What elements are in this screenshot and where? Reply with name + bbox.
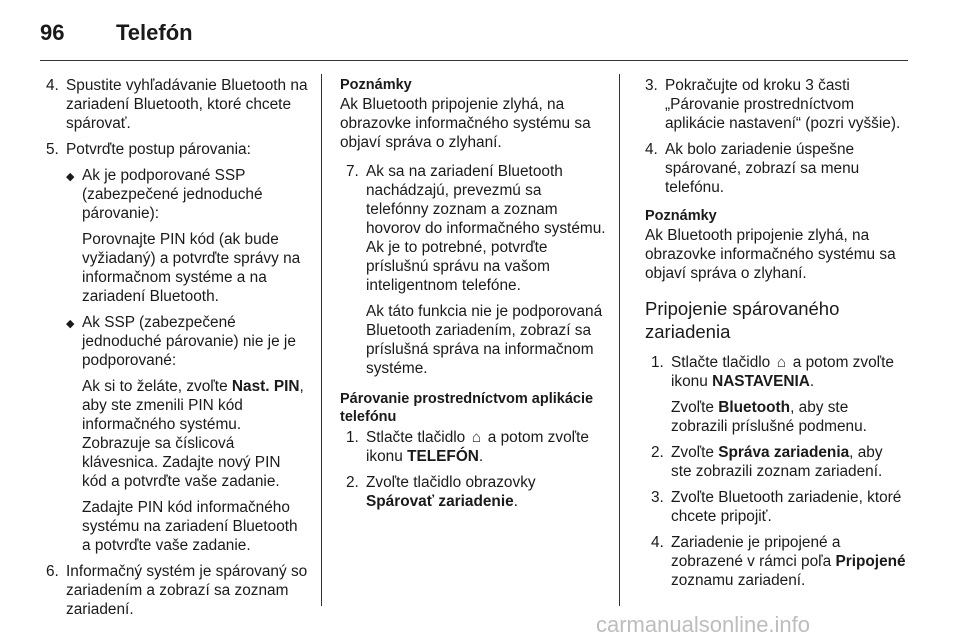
bullet-para: Zadajte PIN kód informačného systému na zariadení Bluetooth a potvrďte vaše zadanie. bbox=[82, 499, 298, 554]
note-heading: Poznámky bbox=[340, 77, 412, 93]
bullet-para: Porovnajte PIN kód (ak bude vyžiadaný) a potvrďte správy na informačnom systéme a na zariadení Bluetooth. bbox=[82, 231, 301, 305]
step-text: Pokračujte od kroku 3 časti „Párovanie prostredníctvom aplikácie nastavení“ (pozri vyššie). bbox=[665, 77, 901, 132]
step-para: Zvoľte Bluetooth, aby ste zobrazili príslušné podmenu. bbox=[671, 399, 867, 435]
list-item bbox=[346, 162, 606, 378]
step-text: Spustite vyhľadávanie Bluetooth na zariadení Bluetooth, ktoré chcete spárovať. bbox=[66, 77, 308, 132]
list-item bbox=[346, 473, 606, 511]
diamond-bullet-icon: ◆ bbox=[66, 318, 75, 330]
step-text: Zvoľte Bluetooth zariadenie, ktoré chcete pripojiť. bbox=[671, 489, 902, 525]
step-number: 2. bbox=[346, 474, 359, 491]
section-heading: Pripojenie spárovaného zariadenia bbox=[645, 298, 840, 342]
list-item bbox=[346, 428, 606, 466]
list-item bbox=[46, 140, 308, 555]
step-text: Stlačte tlačidlo ⌂ a potom zvoľte ikonu NASTAVENIA. bbox=[671, 354, 894, 390]
list-item bbox=[46, 562, 308, 619]
list-item bbox=[651, 488, 907, 526]
list-item bbox=[46, 76, 308, 133]
page-title: Telefón bbox=[116, 20, 193, 45]
step-number: 5. bbox=[46, 141, 59, 158]
page-number: 96 bbox=[40, 20, 65, 45]
step-number: 7. bbox=[346, 163, 359, 180]
step-number: 1. bbox=[651, 354, 664, 371]
step-number: 4. bbox=[651, 534, 664, 551]
note-box bbox=[340, 76, 606, 152]
step-text: Informačný systém je spárovaný so zariadením a zobrazí sa zoznam zariadení. bbox=[66, 563, 308, 618]
step-text: Stlačte tlačidlo ⌂ a potom zvoľte ikonu TELEFÓN. bbox=[366, 429, 589, 465]
column-2 bbox=[340, 76, 606, 518]
step-number: 6. bbox=[46, 563, 59, 580]
bullet-item bbox=[66, 313, 308, 555]
step-text: Potvrďte postup párovania: bbox=[66, 141, 251, 158]
list-item bbox=[645, 140, 907, 197]
diamond-bullet-icon: ◆ bbox=[66, 171, 75, 183]
step-number: 2. bbox=[651, 444, 664, 461]
list-item bbox=[651, 443, 907, 481]
watermark: carmanualsonline.info bbox=[596, 612, 811, 637]
subheading: Párovanie prostredníctvom aplikácie telefónu bbox=[340, 391, 594, 425]
step-number: 4. bbox=[46, 77, 59, 94]
step-number: 1. bbox=[346, 429, 359, 446]
list-item bbox=[651, 533, 907, 590]
bullet-text: Ak je podporované SSP (zabezpečené jednoduché párovanie): bbox=[82, 167, 263, 222]
step-text: Ak sa na zariadení Bluetooth nachádzajú, prevezmú sa telefónny zoznam a zoznam hovorov do informačného systému. Ak je to potrebné, potvrďte príslušnú správu na vašom inteligentnom telefóne. bbox=[366, 163, 606, 294]
list-item bbox=[645, 76, 907, 133]
page-header bbox=[0, 0, 960, 62]
note-text: Ak Bluetooth pripojenie zlyhá, na obrazovke informačného systému sa objaví správa o zlyhaní. bbox=[340, 96, 591, 151]
home-icon: ⌂ bbox=[776, 354, 787, 371]
step-para: Ak táto funkcia nie je podporovaná Bluetooth zariadením, zobrazí sa príslušná správa na informačnom systéme. bbox=[366, 303, 603, 377]
note-heading: Poznámky bbox=[645, 208, 717, 224]
step-number: 4. bbox=[645, 141, 658, 158]
step-text: Zvoľte tlačidlo obrazovky Spárovať zariadenie. bbox=[366, 474, 536, 510]
column-1 bbox=[46, 76, 308, 626]
home-icon: ⌂ bbox=[471, 429, 482, 446]
note-text: Ak Bluetooth pripojenie zlyhá, na obrazovke informačného systému sa objaví správa o zlyhaní. bbox=[645, 227, 896, 282]
header-rule bbox=[40, 60, 908, 61]
column-divider bbox=[321, 74, 322, 606]
step-text: Zariadenie je pripojené a zobrazené v rámci poľa Pripojené zoznamu zariadení. bbox=[671, 534, 906, 589]
bullet-item bbox=[66, 166, 308, 306]
list-item bbox=[651, 353, 907, 436]
bullet-para: Ak si to želáte, zvoľte Nast. PIN, aby ste zmenili PIN kód informačného systému. Zobrazuje sa číslicová klávesnica. Zadajte nový PIN kód a potvrďte vaše zadanie. bbox=[82, 378, 304, 490]
column-divider bbox=[619, 74, 620, 606]
step-text: Ak bolo zariadenie úspešne spárované, zobrazí sa menu telefónu. bbox=[665, 141, 860, 196]
bullet-text: Ak SSP (zabezpečené jednoduché párovanie) nie je je podporované: bbox=[82, 314, 296, 369]
note-box bbox=[645, 207, 907, 283]
step-number: 3. bbox=[651, 489, 664, 506]
step-text: Zvoľte Správa zariadenia, aby ste zobrazili zoznam zariadení. bbox=[671, 444, 883, 480]
step-number: 3. bbox=[645, 77, 658, 94]
column-3 bbox=[645, 76, 907, 597]
